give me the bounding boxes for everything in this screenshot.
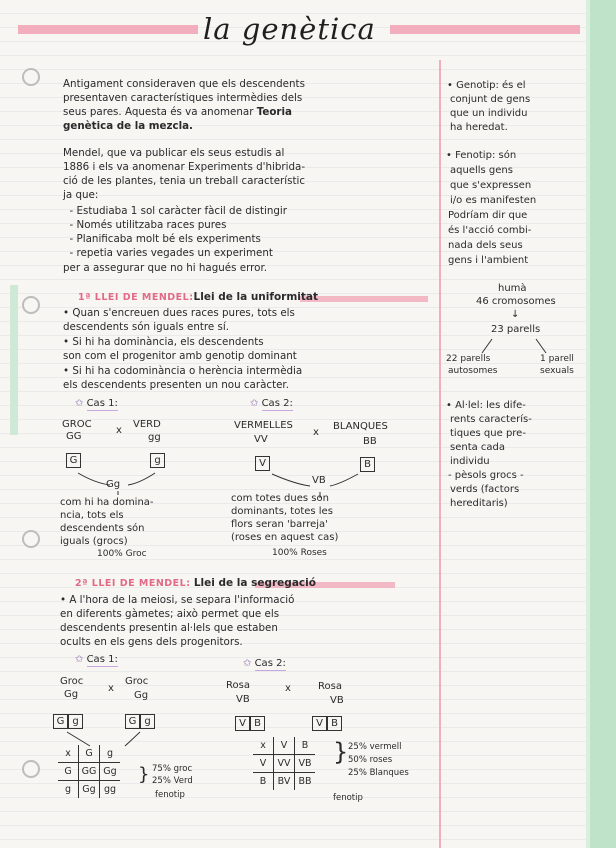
case-explanation: (roses en aquest cas)	[231, 532, 339, 543]
parent-right-genotype: gg	[148, 432, 161, 443]
phenotype-percentage: 100% Roses	[272, 548, 327, 558]
mendel-line: per a assegurar que no hi hagués error.	[63, 262, 268, 274]
star-icon: ✩	[243, 658, 252, 669]
side-genotip: ha heredat.	[450, 122, 508, 133]
mendel-line: ja que:	[63, 189, 99, 201]
punnett-cell: B	[295, 737, 316, 755]
binder-hole	[22, 296, 40, 314]
punnett-cell: g	[58, 781, 79, 799]
parent-left-genotype: VV	[254, 434, 268, 445]
parent-left-genotype: VB	[236, 694, 250, 705]
mendel-line: - Només utilitzaba races pures	[63, 219, 227, 231]
phenotype-percentage: 100% Groc	[97, 549, 147, 559]
law2-line: ocults en els gens dels progenitors.	[60, 636, 243, 648]
gamete-pair-left: G g	[53, 714, 83, 729]
side-genotip: que un individu	[450, 108, 528, 119]
intro-line: presentaven característiques intermèdies dels	[63, 92, 303, 104]
side-allel: hereditaris)	[450, 498, 508, 509]
autosome-pairs: 22 parells	[446, 354, 491, 364]
side-fenotip: Podríam dir que	[448, 210, 528, 221]
side-fenotip: que s'expressen	[450, 180, 532, 191]
parent-right-genotype: VB	[330, 695, 344, 706]
binder-hole	[22, 68, 40, 86]
punnett-square	[58, 745, 120, 798]
pair-count: 23 parells	[491, 324, 541, 335]
side-fenotip: aquells gens	[450, 165, 513, 176]
law2-line: en diferents gàmetes; això permet que els	[60, 608, 280, 620]
binder-hole	[22, 760, 40, 778]
case-label: ✩ Cas 1:	[75, 398, 118, 409]
punnett-cell: BV	[274, 773, 295, 791]
result-line: 25% vermell	[348, 742, 402, 752]
result-line: 50% roses	[348, 755, 393, 765]
gamete-pair-right: V B	[312, 716, 342, 731]
sex-label: sexuals	[540, 366, 574, 376]
punnett-cell: V	[253, 755, 274, 773]
case-explanation: com hi ha domina-	[60, 497, 154, 508]
law1-line: • Quan s'encreuen dues races pures, tots els	[63, 307, 295, 319]
punnett-square	[253, 737, 315, 790]
cross-sign: x	[116, 425, 122, 436]
chromosome-subject: humà	[498, 283, 527, 294]
cross-sign: x	[108, 683, 114, 694]
law1-line: descendents són iguals entre sí.	[63, 321, 230, 333]
side-fenotip: és l'acció combi-	[448, 225, 532, 236]
gamete-left: G	[66, 453, 81, 468]
mendel-line: - repetia varies vegades un experiment	[63, 247, 273, 259]
punnett-cell: VV	[274, 755, 295, 773]
parent-right-genotype: BB	[363, 436, 377, 447]
punnett-cell: gg	[100, 781, 121, 799]
punnett-cell: Gg	[79, 781, 100, 799]
mendel-line: - Planificaba molt bé els experiments	[63, 233, 261, 245]
page-edge-strip-light	[586, 0, 590, 848]
side-allel: senta cada	[450, 442, 506, 453]
brace: }	[333, 738, 349, 766]
side-fenotip: gens i l'ambient	[448, 255, 529, 266]
case-explanation: iguals (grocs)	[60, 536, 128, 547]
case-explanation: dominants, totes les	[231, 506, 333, 517]
law2-line: descendents presentin al·lels que estaben	[60, 622, 278, 634]
parent-left-genotype: Gg	[64, 689, 79, 700]
parent-right-name: VERD	[133, 419, 161, 430]
case-label: ✩ Cas 1:	[75, 654, 118, 665]
gamete-right: B	[360, 457, 375, 472]
result-label: fenotip	[333, 793, 363, 803]
down-arrow-icon: ↓	[511, 309, 520, 320]
case-explanation: flors seran 'barreja'	[231, 519, 328, 530]
split-arrows	[470, 337, 560, 355]
side-genotip: • Genotip: és el	[447, 80, 526, 91]
result-line: 25% Blanques	[348, 768, 409, 778]
punnett-cell: VB	[295, 755, 316, 773]
star-icon: ✩	[250, 398, 259, 409]
side-allel: - pèsols grocs -	[448, 470, 524, 481]
case-label: ✩ Cas 2:	[243, 658, 286, 669]
punnett-cell: x	[58, 745, 79, 763]
star-icon: ✩	[75, 398, 84, 409]
parent-right-name: BLANQUES	[333, 421, 388, 432]
page-edge-strip	[590, 0, 616, 848]
cross-sign: x	[285, 683, 291, 694]
parent-right-genotype: Gg	[134, 690, 149, 701]
case-explanation: descendents són	[60, 523, 145, 534]
punnett-cell: G	[79, 745, 100, 763]
law1-line: • Si hi ha codominància o herència intermèdia	[63, 365, 303, 377]
side-allel: rents caracterís-	[450, 414, 532, 425]
punnett-cell: x	[253, 737, 274, 755]
star-icon: ✩	[75, 654, 84, 665]
law1-heading: 1ª LLEI DE MENDEL:Llei de la uniformitat	[78, 291, 319, 303]
margin-highlight	[10, 285, 18, 435]
intro-line: Antigament consideraven que els descendents	[63, 78, 305, 90]
side-allel: verds (factors	[450, 484, 520, 495]
side-fenotip: nada dels seus	[448, 240, 523, 251]
sex-pair: 1 parell	[540, 354, 574, 364]
side-fenotip: i/o es manifesten	[450, 195, 537, 206]
gamete-right: g	[150, 453, 165, 468]
side-allel: tiques que pre-	[450, 428, 526, 439]
offspring-genotype: Gg	[106, 479, 121, 490]
gamete-pair-right: G g	[125, 714, 155, 729]
parent-right-name: Rosa	[318, 681, 342, 692]
punnett-cell: V	[274, 737, 295, 755]
law1-line: • Si hi ha dominància, els descendents	[63, 336, 264, 348]
gamete-pair-left: V B	[235, 716, 265, 731]
law1-line: son com el progenitor amb genotip dominant	[63, 350, 297, 362]
chromosome-count: 46 cromosomes	[476, 296, 556, 307]
result-label: fenotip	[155, 790, 185, 800]
theory-name: Teoria	[256, 106, 292, 118]
theory-name-cont: genètica de la mezcla.	[63, 120, 193, 132]
case-label: ✩ Cas 2:	[250, 398, 293, 409]
offspring-genotype: VB	[312, 475, 326, 486]
result-line: 75% groc	[152, 764, 193, 774]
parent-left-name: GROC	[62, 419, 92, 430]
mendel-line: Mendel, que va publicar els seus estudis al	[63, 147, 285, 159]
punnett-cell: B	[253, 773, 274, 791]
law1-line: els descendents presenten un nou caràcter.	[63, 379, 289, 391]
law2-heading: 2ª LLEI DE MENDEL: Llei de la segregació	[75, 577, 316, 589]
brace: }	[138, 764, 150, 785]
mendel-line: 1886 i els va anomenar Experiments d'hibrida-	[63, 161, 306, 173]
binder-hole	[22, 530, 40, 548]
title-bar-left	[18, 25, 198, 34]
punnett-cell: g	[100, 745, 121, 763]
case-explanation: com totes dues son	[231, 493, 329, 504]
parent-left-genotype: GG	[66, 431, 82, 442]
page-title: la genètica	[203, 12, 376, 46]
result-line: 25% Verd	[152, 776, 193, 786]
intro-line: seus pares. Aquesta és va anomenar Teoria	[63, 106, 292, 118]
case-explanation: ncia, tots els	[60, 510, 124, 521]
punnett-cell: G	[58, 763, 79, 781]
autosome-label: autosomes	[448, 366, 498, 376]
punnett-cell: Gg	[100, 763, 121, 781]
gamete-left: V	[255, 456, 270, 471]
mendel-line: - Estudiaba 1 sol caràcter fàcil de distingir	[63, 205, 288, 217]
title-bar-right	[390, 25, 580, 34]
parent-left-name: Groc	[60, 676, 84, 687]
side-fenotip: • Fenotip: són	[446, 150, 517, 161]
parent-left-name: VERMELLES	[234, 420, 293, 431]
side-allel: individu	[450, 456, 490, 467]
punnett-cell: GG	[79, 763, 100, 781]
punnett-cell: BB	[295, 773, 316, 791]
parent-left-name: Rosa	[226, 680, 250, 691]
column-divider	[439, 60, 441, 848]
mendel-line: ció de les plantes, tenia un treball característic	[63, 175, 306, 187]
law2-line: • A l'hora de la meiosi, se separa l'informació	[60, 594, 295, 606]
side-genotip: conjunt de gens	[450, 94, 531, 105]
heading-highlight	[300, 296, 428, 302]
side-allel: • Al·lel: les dife-	[446, 400, 526, 411]
cross-sign: x	[313, 427, 319, 438]
parent-right-name: Groc	[125, 676, 149, 687]
